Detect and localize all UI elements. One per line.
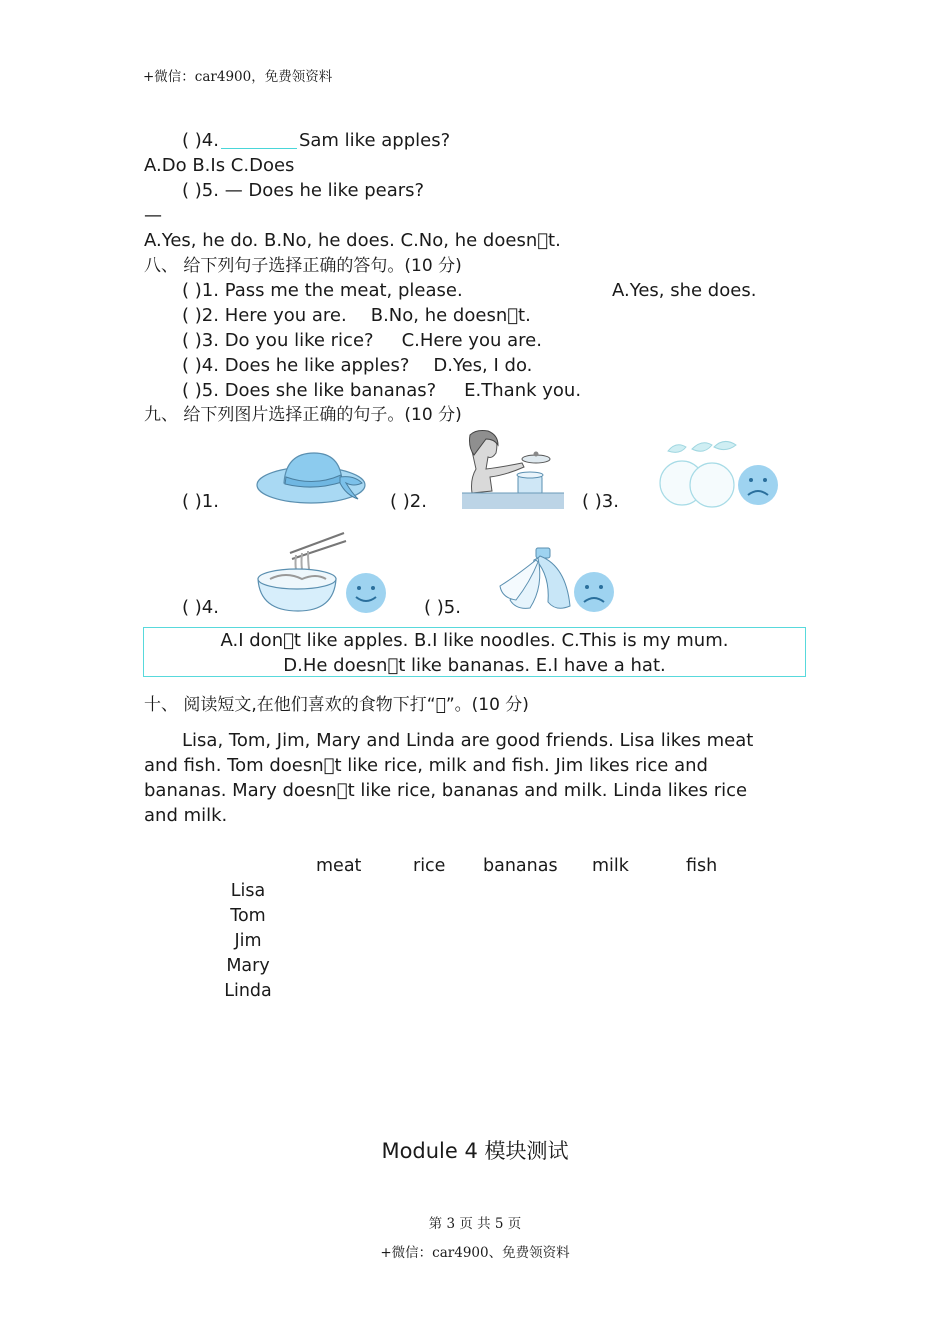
answer-blank[interactable]: [221, 132, 297, 149]
col-header-rice: rice: [413, 856, 446, 876]
apples-sad-picture: [656, 439, 780, 509]
passage-line: and milk.: [144, 805, 228, 826]
mum-picture: [462, 429, 564, 509]
row-name-linda: Linda: [224, 981, 272, 1001]
row-answer: A.Yes, she does.: [612, 280, 757, 301]
row-name-jim: Jim: [234, 931, 262, 951]
section10-title: 十、 阅读短文,在他们喜欢的食物下打“ ”。(10 分): [144, 695, 529, 715]
section8-row: [182, 330, 542, 352]
q7-item5-dash: —: [144, 205, 162, 226]
col-header-bananas: bananas: [483, 856, 558, 876]
section9-title: 九、 给下列图片选择正确的句子。(10 分): [144, 405, 462, 425]
row-question: Pass me the meat, please.: [224, 280, 463, 301]
q7-item5-prefix: ( )5.: [182, 180, 219, 201]
row-answer: C.Here you are.: [401, 330, 542, 351]
q7-item4-text: Sam like apples?: [298, 130, 451, 151]
pic-label-2: ( )2.: [390, 491, 427, 512]
row-question: Do you like rice?: [224, 330, 374, 351]
q7-item5-text: — Does he like pears?: [224, 180, 425, 201]
row-name-lisa: Lisa: [230, 881, 266, 901]
options-line-2: D.He doesn t like bananas. E.I have a hat.: [283, 655, 666, 676]
row-name-tom: Tom: [230, 906, 266, 926]
passage-line: and fish. Tom doesn t like rice, milk and fish. Jim likes rice and: [144, 755, 708, 776]
module-title: Module 4 模块测试: [381, 1139, 569, 1163]
section8-title: 八、 给下列句子选择正确的答句。(10 分): [144, 256, 462, 276]
pic-label-5: ( )5.: [424, 597, 461, 618]
section8-row: [182, 380, 581, 402]
col-header-meat: meat: [316, 856, 362, 876]
q7-item5: [182, 180, 424, 202]
section8-row: [182, 280, 463, 302]
row-prefix: ( )1.: [182, 280, 219, 301]
row-question: Does she like bananas?: [224, 380, 437, 401]
row-answer: E.Thank you.: [464, 380, 582, 401]
bananas-sad-picture: [496, 546, 618, 614]
q7-item4-options: A.Do B.Is C.Does: [144, 155, 295, 176]
col-header-fish: fish: [686, 856, 718, 876]
pic-label-3: ( )3.: [582, 491, 619, 512]
options-line-1: A.I don t like apples. B.I like noodles. C.This is my mum.: [220, 630, 729, 651]
section8-row: [182, 355, 532, 377]
passage-line: Lisa, Tom, Jim, Mary and Linda are good friends. Lisa likes meat: [182, 730, 754, 751]
row-name-mary: Mary: [226, 956, 270, 976]
page-number: 第 3 页 共 5 页: [428, 1216, 522, 1232]
row-prefix: ( )5.: [182, 380, 219, 401]
row-question: Does he like apples?: [224, 355, 410, 376]
row-answer: B.No, he doesn t.: [370, 305, 531, 326]
q7-item5-options: A.Yes, he do. B.No, he does. C.No, he doesn t.: [144, 230, 561, 251]
row-answer: D.Yes, I do.: [433, 355, 533, 376]
hat-picture: [256, 447, 370, 509]
section8-row: [182, 305, 531, 327]
header-note: +微信：car4900，免费领资料: [143, 69, 333, 85]
row-question: Here you are.: [224, 305, 347, 326]
pic-label-1: ( )1.: [182, 491, 219, 512]
row-prefix: ( )3.: [182, 330, 219, 351]
q7-item4: [182, 130, 450, 152]
q7-item4-prefix: ( )4.: [182, 130, 219, 151]
row-prefix: ( )4.: [182, 355, 219, 376]
row-prefix: ( )2.: [182, 305, 219, 326]
noodles-happy-picture: [256, 531, 390, 613]
footer-note: +微信：car4900、免费领资料: [380, 1245, 570, 1261]
pic-label-4: ( )4.: [182, 597, 219, 618]
col-header-milk: milk: [592, 856, 629, 876]
passage-line: bananas. Mary doesn t like rice, bananas and milk. Linda likes rice: [144, 780, 748, 801]
